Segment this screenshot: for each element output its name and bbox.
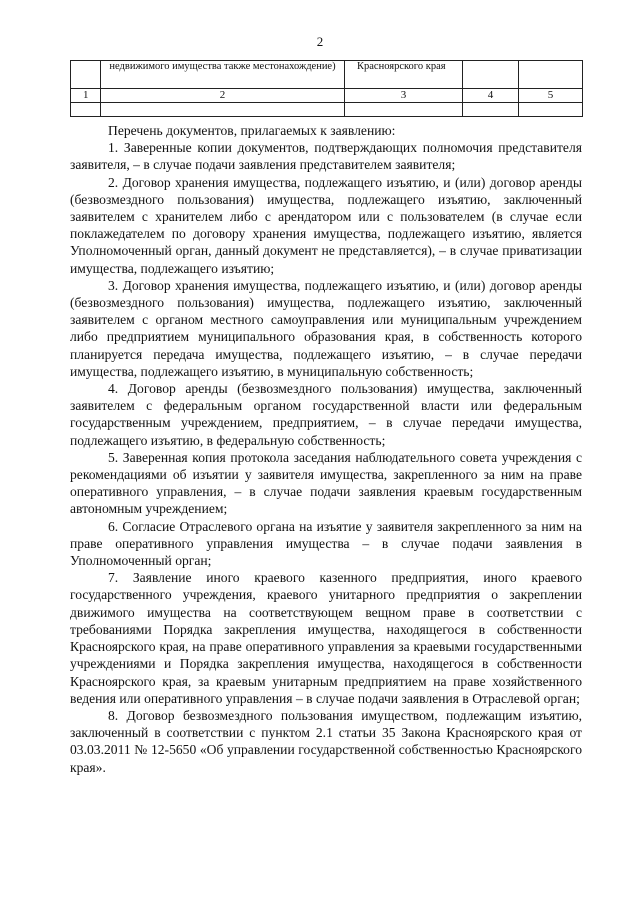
table-row-column-numbers [71,89,583,103]
table-row-empty [71,103,583,117]
table-cell [345,103,463,117]
table-cell [463,61,519,89]
table-cell: 4 [463,89,519,103]
list-item: 8. Договор безвозмездного пользования имуществом, подлежащим изъятию, заключенный в соответствии с пунктом 2.1 статьи 35 Закона Красноярского края от 03.03.2011 № 12-5650 «Об управлении государственной собственностью Красноярского края». [70,707,582,775]
table-cell: 3 [345,89,463,103]
table-cell [101,103,345,117]
list-item: 3. Договор хранения имущества, подлежащего изъятию, и (или) договор аренды (безвозмездного пользования) имущества, подлежащего изъятию, заключенный заявителем с органом местного самоуправления или муниципальным учреждением либо предприятием муниципального образования края, в собственность которого планируется передача имущества, подлежащего изъятию, – в случае передачи имущества, подлежащего изъятию, в муниципальную собственность; [70,277,582,379]
table-cell [519,61,583,89]
table-row [71,61,583,89]
list-item: 2. Договор хранения имущества, подлежащего изъятию, и (или) договор аренды (безвозмездного пользования) имущества, подлежащего изъятию, заключенный заявителем с хранителем либо с арендатором или с пользователем (в случае если поклажедателем по договору хранения имущества, подлежащего изъятию, является Уполномоченный орган, данный документ не представляется), – в случае приватизации имущества, подлежащего изъятию; [70,174,582,276]
list-item: 4. Договор аренды (безвозмездного пользования) имущества, заключенный заявителем с федеральным органом государственной власти или федеральным государственным учреждением, предприятием, – в случае передачи имущества, подлежащего изъятию, в федеральную собственность; [70,381,582,448]
list-item: 7. Заявление иного краевого казенного предприятия, иного краевого государственного учреждения, краевого унитарного предприятия о закреплении движимого имущества на соответствующем вещном праве в соответствии с требованиями Порядка закрепления имущества, находящегося в собственности Красноярского края, на праве оперативного управления за краевыми государственными учреждениями и Порядка закрепления имущества, находящегося в собственности Красноярского края, за краевым унитарным предприятием на праве хозяйственного ведения или оперативного управления – в случае подачи заявления в Отраслевой орган; [70,570,582,706]
table-cell: 2 [101,89,345,103]
page-number: 2 [316,34,324,49]
table-cell [519,103,583,117]
list-heading: Перечень документов, прилагаемых к заявлению: [108,123,396,138]
table-cell: 5 [519,89,583,103]
table-cell [71,61,101,89]
form-table [70,60,583,117]
list-item: 6. Согласие Отраслевого органа на изъятие у заявителя закрепленного за ним на праве оперативного управления имущества – в случае подачи заявления в Уполномоченный орган; [70,518,582,569]
document-body [70,122,582,776]
list-item: 5. Заверенная копия протокола заседания наблюдательного совета учреждения с рекомендациями об изъятии у заявителя имущества, закрепленного за ним на праве оперативного управления, – в случае подачи заявления краевым государственным автономным учреждением; [70,449,582,517]
table-cell: Красноярского края [345,61,463,89]
list-item: 1. Заверенные копии документов, подтверждающих полномочия представителя заявителя, – в случае подачи заявления представителем заявителя; [70,140,582,173]
table-cell [71,103,101,117]
table-cell: 1 [71,89,101,103]
table-cell: недвижимого имущества также местонахождение) [101,61,345,89]
table-cell [463,103,519,117]
